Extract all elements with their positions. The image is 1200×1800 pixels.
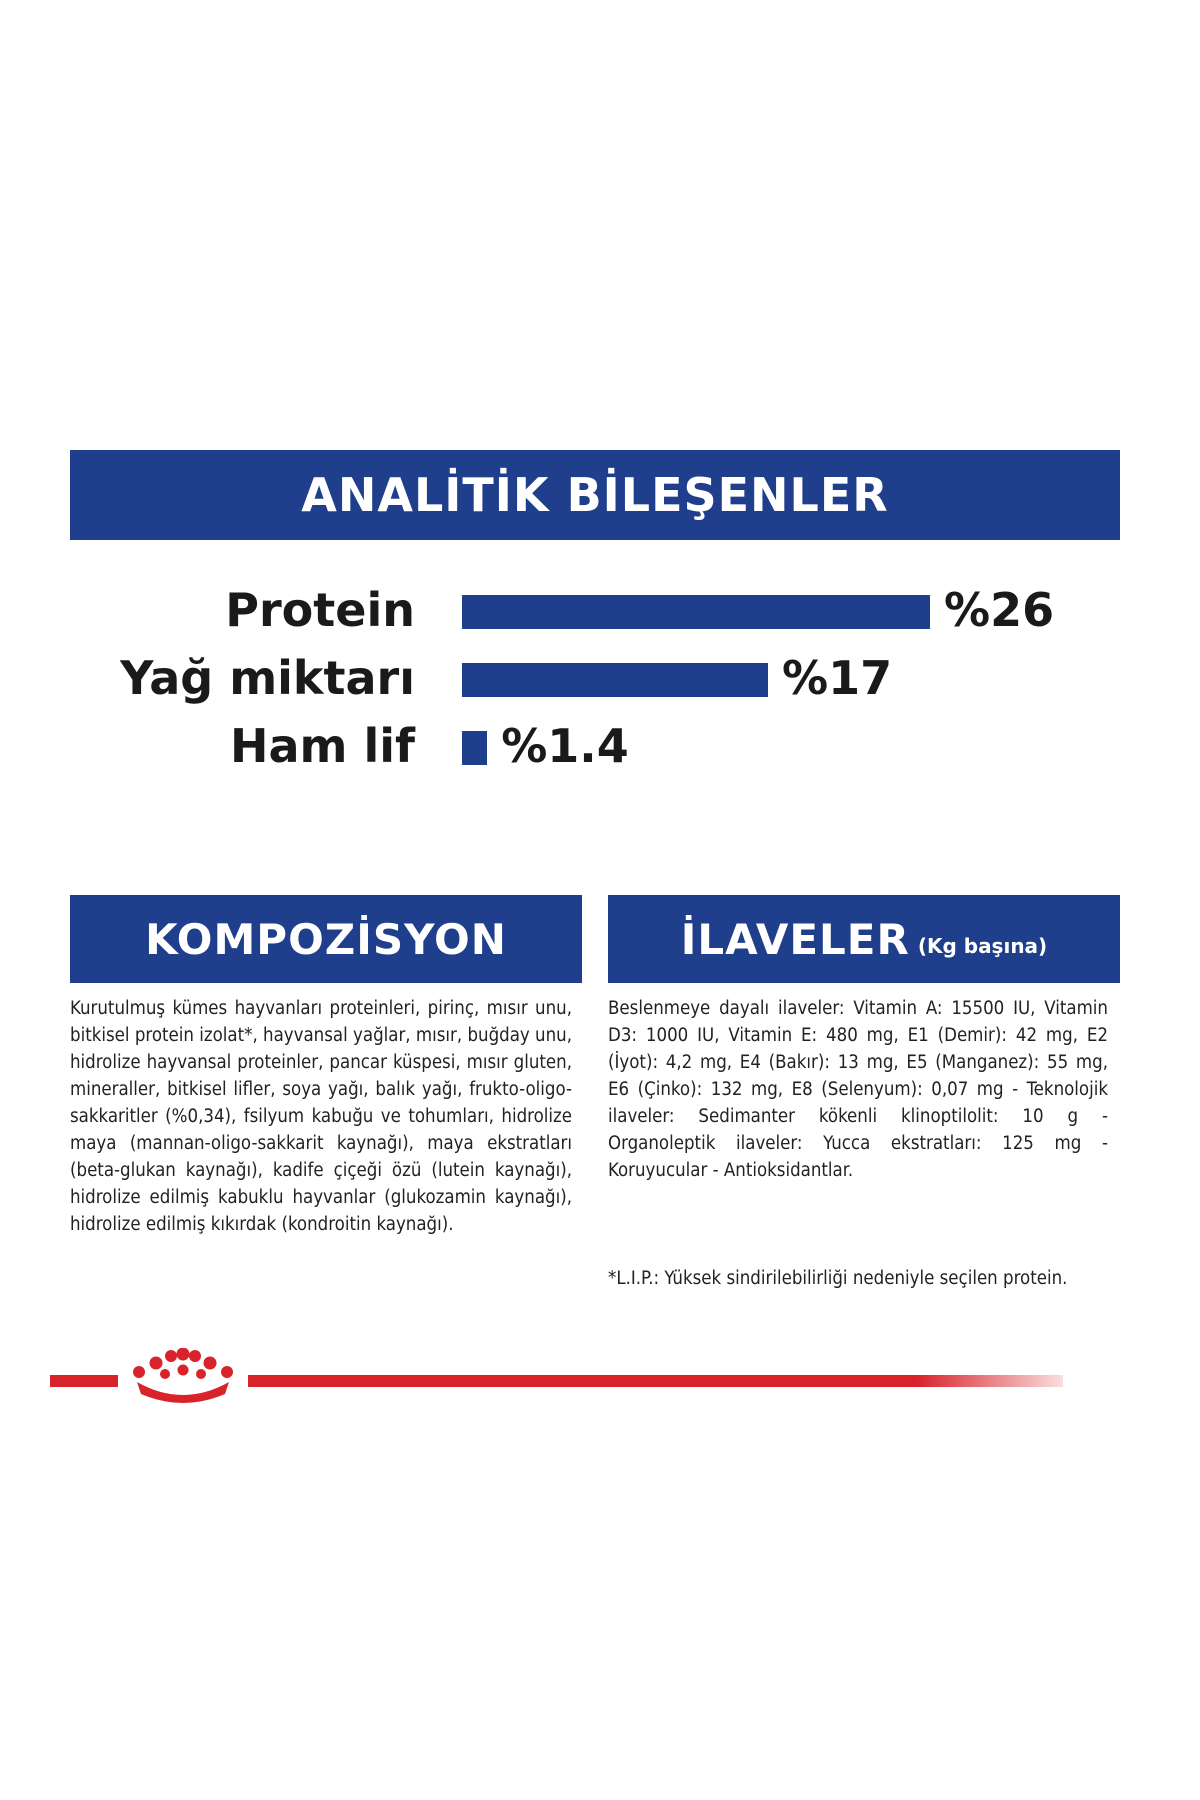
nutrient-label: Ham lif bbox=[229, 719, 415, 773]
nutrient-label: Protein bbox=[225, 583, 415, 637]
nutrient-bar bbox=[462, 595, 930, 629]
additives-title: İLAVELER bbox=[680, 914, 910, 964]
nutrient-value: %26 bbox=[944, 583, 1055, 637]
analytic-header bbox=[70, 450, 1120, 540]
analytic-title: ANALİTİK BİLEŞENLER bbox=[301, 468, 889, 522]
nutrient-row-protein bbox=[0, 580, 1200, 640]
divider-line-left bbox=[50, 1375, 118, 1387]
nutrient-bar bbox=[462, 663, 768, 697]
additives-header bbox=[608, 895, 1120, 983]
additives-text: Beslenmeye dayalı ilaveler: Vitamin A: 15500 IU, Vitamin D3: 1000 IU, Vitamin E: 480 mg, E1 (Demir): 42 mg, E2 (İyot): 4,2 mg, E4 (Bakır): 13 mg, E5 (Manganez): 55 mg, E6 (Çinko): 132 mg, E8 (Selenyum): 0,07 mg - Teknolojik ilaveler: Sedimanter kökenli klinoptilolit: 10 g - Organoleptik ilaveler: Yucca ekstratları: 125 mg - Koruyucular - Antioksidantlar. bbox=[608, 998, 1108, 1181]
nutrient-row-fiber bbox=[0, 716, 1200, 776]
composition-header bbox=[70, 895, 582, 983]
additives-subtitle: (Kg başına) bbox=[917, 934, 1048, 958]
composition-text: Kurutulmuş kümes hayvanları proteinleri, pirinç, mısır unu, bitkisel protein izolat*, hayvansal yağlar, mısır, buğday unu, hidrolize hayvansal proteinler, pancar küspesi, mısır gluten, mineraller, bitkisel lifler, soya yağı, balık yağı, frukto-oligo-sakkaritler (%0,34), fsilyum kabuğu ve tohumları, hidrolize maya (mannan-oligo-sakkarit kaynağı), maya ekstratları (beta-glukan kaynağı), kadife çiçeği özü (lutein kaynağı), hidrolize edilmiş kabuklu hayvanlar (glukozamin kaynağı), hidrolize edilmiş kıkırdak (kondroitin kaynağı). bbox=[70, 998, 572, 1235]
nutrient-value: %1.4 bbox=[501, 719, 629, 773]
nutrient-value: %17 bbox=[782, 651, 893, 705]
nutrient-label: Yağ miktarı bbox=[120, 651, 415, 705]
royal-canin-crown-icon bbox=[125, 1348, 241, 1406]
nutrient-bar bbox=[462, 731, 487, 765]
composition-title: KOMPOZİSYON bbox=[145, 914, 507, 964]
footnote-text: *L.I.P.: Yüksek sindirilebilirliği nedeniyle seçilen protein. bbox=[608, 1268, 1068, 1289]
nutrient-row-fat bbox=[0, 648, 1200, 708]
divider-line-right bbox=[248, 1375, 1063, 1387]
